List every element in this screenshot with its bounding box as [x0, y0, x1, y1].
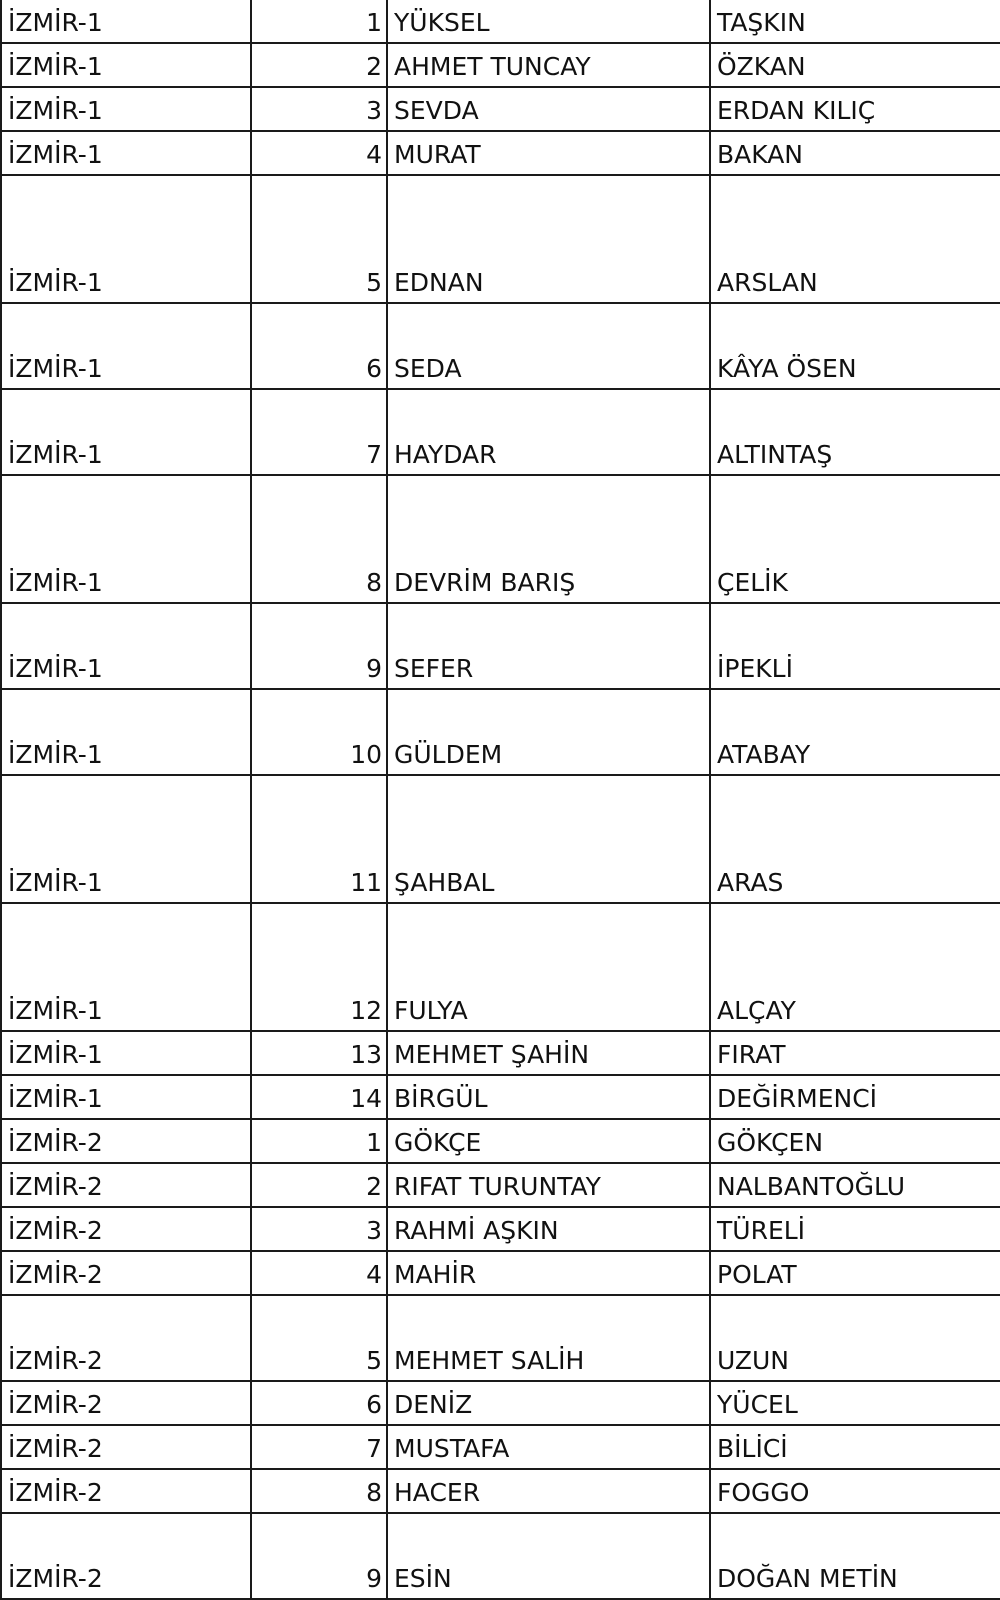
list-number-cell[interactable]: 3 — [251, 87, 387, 131]
list-number-cell[interactable]: 1 — [251, 1119, 387, 1163]
list-number-cell[interactable]: 4 — [251, 131, 387, 175]
district-cell[interactable]: İZMİR-1 — [1, 303, 251, 389]
table-row — [1, 131, 1000, 175]
first-name-cell[interactable]: DENİZ — [387, 1381, 710, 1425]
table-row — [1, 0, 1000, 43]
last-name-cell[interactable]: BAKAN — [710, 131, 1000, 175]
list-number-cell[interactable]: 8 — [251, 1469, 387, 1513]
list-number-cell[interactable]: 7 — [251, 389, 387, 475]
table-row — [1, 1075, 1000, 1119]
first-name-cell[interactable]: BİRGÜL — [387, 1075, 710, 1119]
table-row — [1, 689, 1000, 775]
table-row — [1, 303, 1000, 389]
list-number-cell[interactable]: 12 — [251, 903, 387, 1031]
list-number-cell[interactable]: 3 — [251, 1207, 387, 1251]
last-name-cell[interactable]: YÜCEL — [710, 1381, 1000, 1425]
table-row — [1, 1251, 1000, 1295]
district-cell[interactable]: İZMİR-2 — [1, 1251, 251, 1295]
table-row — [1, 389, 1000, 475]
table-row — [1, 87, 1000, 131]
last-name-cell[interactable]: POLAT — [710, 1251, 1000, 1295]
list-number-cell[interactable]: 9 — [251, 603, 387, 689]
last-name-cell[interactable]: ALÇAY — [710, 903, 1000, 1031]
last-name-cell[interactable]: TÜRELİ — [710, 1207, 1000, 1251]
table-row — [1, 1119, 1000, 1163]
district-cell[interactable]: İZMİR-1 — [1, 475, 251, 603]
table-row — [1, 1513, 1000, 1599]
list-number-cell[interactable]: 9 — [251, 1513, 387, 1599]
district-cell[interactable]: İZMİR-1 — [1, 0, 251, 43]
first-name-cell[interactable]: MAHİR — [387, 1251, 710, 1295]
first-name-cell[interactable]: SEDA — [387, 303, 710, 389]
last-name-cell[interactable]: ARSLAN — [710, 175, 1000, 303]
list-number-cell[interactable]: 7 — [251, 1425, 387, 1469]
last-name-cell[interactable]: FIRAT — [710, 1031, 1000, 1075]
table-row — [1, 1207, 1000, 1251]
first-name-cell[interactable]: SEFER — [387, 603, 710, 689]
district-cell[interactable]: İZMİR-1 — [1, 603, 251, 689]
district-cell[interactable]: İZMİR-1 — [1, 689, 251, 775]
table-row — [1, 903, 1000, 1031]
last-name-cell[interactable]: ÇELİK — [710, 475, 1000, 603]
last-name-cell[interactable]: BİLİCİ — [710, 1425, 1000, 1469]
last-name-cell[interactable]: ATABAY — [710, 689, 1000, 775]
district-cell[interactable]: İZMİR-2 — [1, 1207, 251, 1251]
last-name-cell[interactable]: TAŞKIN — [710, 0, 1000, 43]
table-row — [1, 43, 1000, 87]
list-number-cell[interactable]: 2 — [251, 43, 387, 87]
list-number-cell[interactable]: 11 — [251, 775, 387, 903]
first-name-cell[interactable]: MEHMET SALİH — [387, 1295, 710, 1381]
district-cell[interactable]: İZMİR-1 — [1, 1031, 251, 1075]
district-cell[interactable]: İZMİR-1 — [1, 1075, 251, 1119]
list-number-cell[interactable]: 6 — [251, 303, 387, 389]
first-name-cell[interactable]: HACER — [387, 1469, 710, 1513]
first-name-cell[interactable]: EDNAN — [387, 175, 710, 303]
table-row — [1, 1163, 1000, 1207]
first-name-cell[interactable]: RIFAT TURUNTAY — [387, 1163, 710, 1207]
list-number-cell[interactable]: 4 — [251, 1251, 387, 1295]
district-cell[interactable]: İZMİR-2 — [1, 1513, 251, 1599]
table-row — [1, 1425, 1000, 1469]
table-row — [1, 603, 1000, 689]
district-cell[interactable]: İZMİR-1 — [1, 903, 251, 1031]
first-name-cell[interactable]: RAHMİ AŞKIN — [387, 1207, 710, 1251]
table-row — [1, 475, 1000, 603]
first-name-cell[interactable]: DEVRİM BARIŞ — [387, 475, 710, 603]
table-row — [1, 1031, 1000, 1075]
district-cell[interactable]: İZMİR-2 — [1, 1469, 251, 1513]
first-name-cell[interactable]: GÖKÇE — [387, 1119, 710, 1163]
first-name-cell[interactable]: ŞAHBAL — [387, 775, 710, 903]
district-cell[interactable]: İZMİR-1 — [1, 87, 251, 131]
first-name-cell[interactable]: ESİN — [387, 1513, 710, 1599]
list-number-cell[interactable]: 13 — [251, 1031, 387, 1075]
last-name-cell[interactable]: GÖKÇEN — [710, 1119, 1000, 1163]
last-name-cell[interactable]: İPEKLİ — [710, 603, 1000, 689]
last-name-cell[interactable]: ÖZKAN — [710, 43, 1000, 87]
list-number-cell[interactable]: 5 — [251, 1295, 387, 1381]
last-name-cell[interactable]: NALBANTOĞLU — [710, 1163, 1000, 1207]
candidate-table-body — [1, 0, 1000, 1599]
table-row — [1, 1469, 1000, 1513]
last-name-cell[interactable]: FOGGO — [710, 1469, 1000, 1513]
district-cell[interactable]: İZMİR-1 — [1, 775, 251, 903]
list-number-cell[interactable]: 10 — [251, 689, 387, 775]
last-name-cell[interactable]: UZUN — [710, 1295, 1000, 1381]
last-name-cell[interactable]: KÂYA ÖSEN — [710, 303, 1000, 389]
last-name-cell[interactable]: ALTINTAŞ — [710, 389, 1000, 475]
table-row — [1, 775, 1000, 903]
first-name-cell[interactable]: MURAT — [387, 131, 710, 175]
last-name-cell[interactable]: DOĞAN METİN — [710, 1513, 1000, 1599]
district-cell[interactable]: İZMİR-1 — [1, 131, 251, 175]
list-number-cell[interactable]: 6 — [251, 1381, 387, 1425]
list-number-cell[interactable]: 1 — [251, 0, 387, 43]
last-name-cell[interactable]: ERDAN KILIÇ — [710, 87, 1000, 131]
district-cell[interactable]: İZMİR-1 — [1, 175, 251, 303]
table-row — [1, 1381, 1000, 1425]
first-name-cell[interactable]: YÜKSEL — [387, 0, 710, 43]
last-name-cell[interactable]: ARAS — [710, 775, 1000, 903]
district-cell[interactable]: İZMİR-2 — [1, 1295, 251, 1381]
district-cell[interactable]: İZMİR-1 — [1, 389, 251, 475]
list-number-cell[interactable]: 8 — [251, 475, 387, 603]
first-name-cell[interactable]: SEVDA — [387, 87, 710, 131]
first-name-cell[interactable]: FULYA — [387, 903, 710, 1031]
first-name-cell[interactable]: MEHMET ŞAHİN — [387, 1031, 710, 1075]
first-name-cell[interactable]: MUSTAFA — [387, 1425, 710, 1469]
district-cell[interactable]: İZMİR-2 — [1, 1425, 251, 1469]
first-name-cell[interactable]: AHMET TUNCAY — [387, 43, 710, 87]
first-name-cell[interactable]: GÜLDEM — [387, 689, 710, 775]
district-cell[interactable]: İZMİR-2 — [1, 1163, 251, 1207]
table-row — [1, 175, 1000, 303]
district-cell[interactable]: İZMİR-2 — [1, 1119, 251, 1163]
list-number-cell[interactable]: 14 — [251, 1075, 387, 1119]
first-name-cell[interactable]: HAYDAR — [387, 389, 710, 475]
list-number-cell[interactable]: 5 — [251, 175, 387, 303]
last-name-cell[interactable]: DEĞİRMENCİ — [710, 1075, 1000, 1119]
list-number-cell[interactable]: 2 — [251, 1163, 387, 1207]
district-cell[interactable]: İZMİR-2 — [1, 1381, 251, 1425]
table-row — [1, 1295, 1000, 1381]
district-cell[interactable]: İZMİR-1 — [1, 43, 251, 87]
